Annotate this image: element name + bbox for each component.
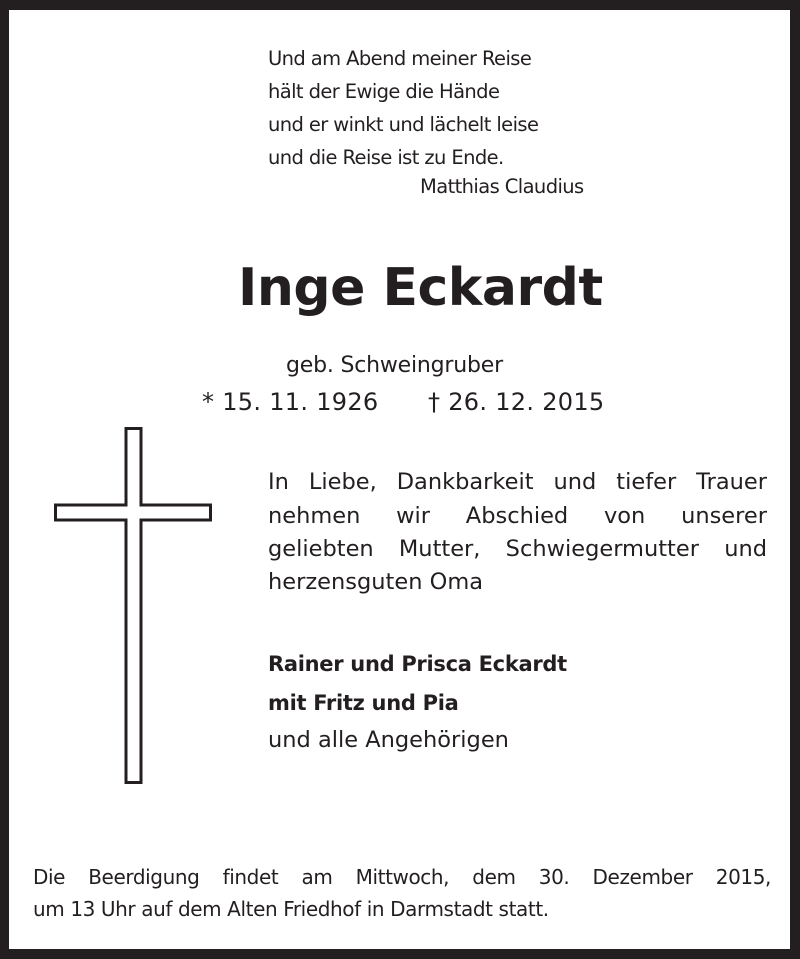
mourners-secondary: mit Fritz und Pia	[268, 691, 459, 715]
poem-line-4: und die Reise ist zu Ende.	[268, 146, 504, 169]
poem-line-2: hält der Ewige die Hände	[268, 80, 500, 103]
birth-date: * 15. 11. 1926	[202, 388, 379, 416]
message-line-2: nehmen wir Abschied von unserer	[268, 503, 767, 529]
funeral-line-1: Die Beerdigung findet am Mittwoch, dem 30. Dezember 2015,	[33, 865, 771, 889]
poem-author: Matthias Claudius	[420, 175, 584, 198]
poem-line-1: Und am Abend meiner Reise	[268, 47, 532, 70]
message-line-4: herzensguten Oma	[268, 569, 484, 595]
deceased-name: Inge Eckardt	[238, 258, 603, 318]
death-date: † 26. 12. 2015	[428, 388, 605, 416]
maiden-name: geb. Schweingruber	[286, 353, 503, 378]
message-line-1: In Liebe, Dankbarkeit und tiefer Trauer	[268, 469, 767, 495]
message-line-3: geliebten Mutter, Schwiegermutter und	[268, 536, 767, 562]
funeral-line-2: um 13 Uhr auf dem Alten Friedhof in Darmstadt statt.	[33, 897, 549, 921]
poem-line-3: und er winkt und lächelt leise	[268, 113, 539, 136]
mourners-others: und alle Angehörigen	[268, 727, 509, 753]
cross-icon	[54, 427, 212, 784]
mourners-primary: Rainer und Prisca Eckardt	[268, 652, 567, 676]
